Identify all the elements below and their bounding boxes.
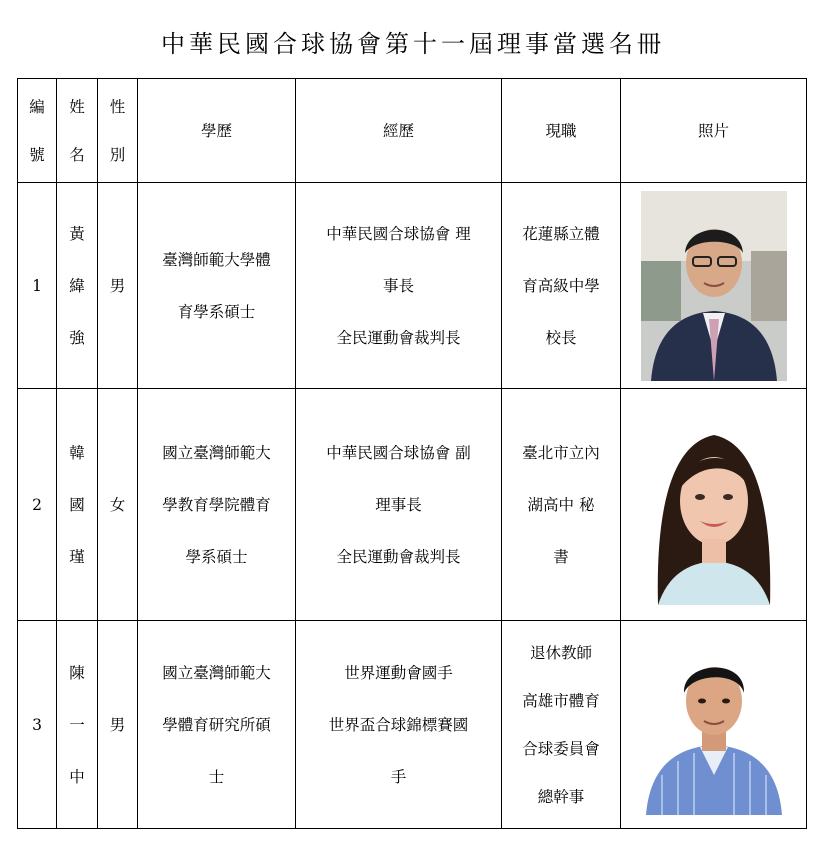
row-education: 臺灣師範大學體 育學系碩士 xyxy=(138,183,296,389)
table-row xyxy=(18,621,807,829)
row-photo xyxy=(621,389,807,621)
header-row xyxy=(18,79,807,183)
header-photo: 照片 xyxy=(621,79,807,183)
row-position: 花蓮縣立體 育高級中學 校長 xyxy=(502,183,621,389)
header-name: 姓 名 xyxy=(57,79,98,183)
row-experience: 中華民國合球協會 理 事長 全民運動會裁判長 xyxy=(296,183,502,389)
portrait-man-glasses-icon xyxy=(641,191,787,381)
header-position: 現職 xyxy=(502,79,621,183)
row-experience: 中華民國合球協會 副 理事長 全民運動會裁判長 xyxy=(296,389,502,621)
document-title: 中華民國合球協會第十一屆理事當選名冊 xyxy=(161,30,665,58)
table-row xyxy=(18,183,807,389)
row-position: 退休教師 高雄市體育 合球委員會 總幹事 xyxy=(502,621,621,829)
board-members-table xyxy=(17,78,807,829)
header-education: 學歷 xyxy=(138,79,296,183)
row-gender: 男 xyxy=(98,183,138,389)
header-experience: 經歷 xyxy=(296,79,502,183)
row-number: 1 xyxy=(18,183,57,389)
row-name: 黃 緯 強 xyxy=(57,183,98,389)
header-gender: 性 別 xyxy=(98,79,138,183)
row-photo xyxy=(621,183,807,389)
row-number: 3 xyxy=(18,621,57,829)
row-gender: 女 xyxy=(98,389,138,621)
row-photo xyxy=(621,621,807,829)
header-number: 編 號 xyxy=(18,79,57,183)
row-name: 陳 一 中 xyxy=(57,621,98,829)
row-education: 國立臺灣師範大 學教育學院體育 學系碩士 xyxy=(138,389,296,621)
row-number: 2 xyxy=(18,389,57,621)
row-education: 國立臺灣師範大 學體育研究所碩 士 xyxy=(138,621,296,829)
row-experience: 世界運動會國手 世界盃合球錦標賽國 手 xyxy=(296,621,502,829)
table-row xyxy=(18,389,807,621)
portrait-man-icon xyxy=(642,635,786,815)
row-gender: 男 xyxy=(98,621,138,829)
row-name: 韓 國 瑾 xyxy=(57,389,98,621)
row-position: 臺北市立內 湖高中 秘 書 xyxy=(502,389,621,621)
portrait-woman-icon xyxy=(638,405,790,605)
